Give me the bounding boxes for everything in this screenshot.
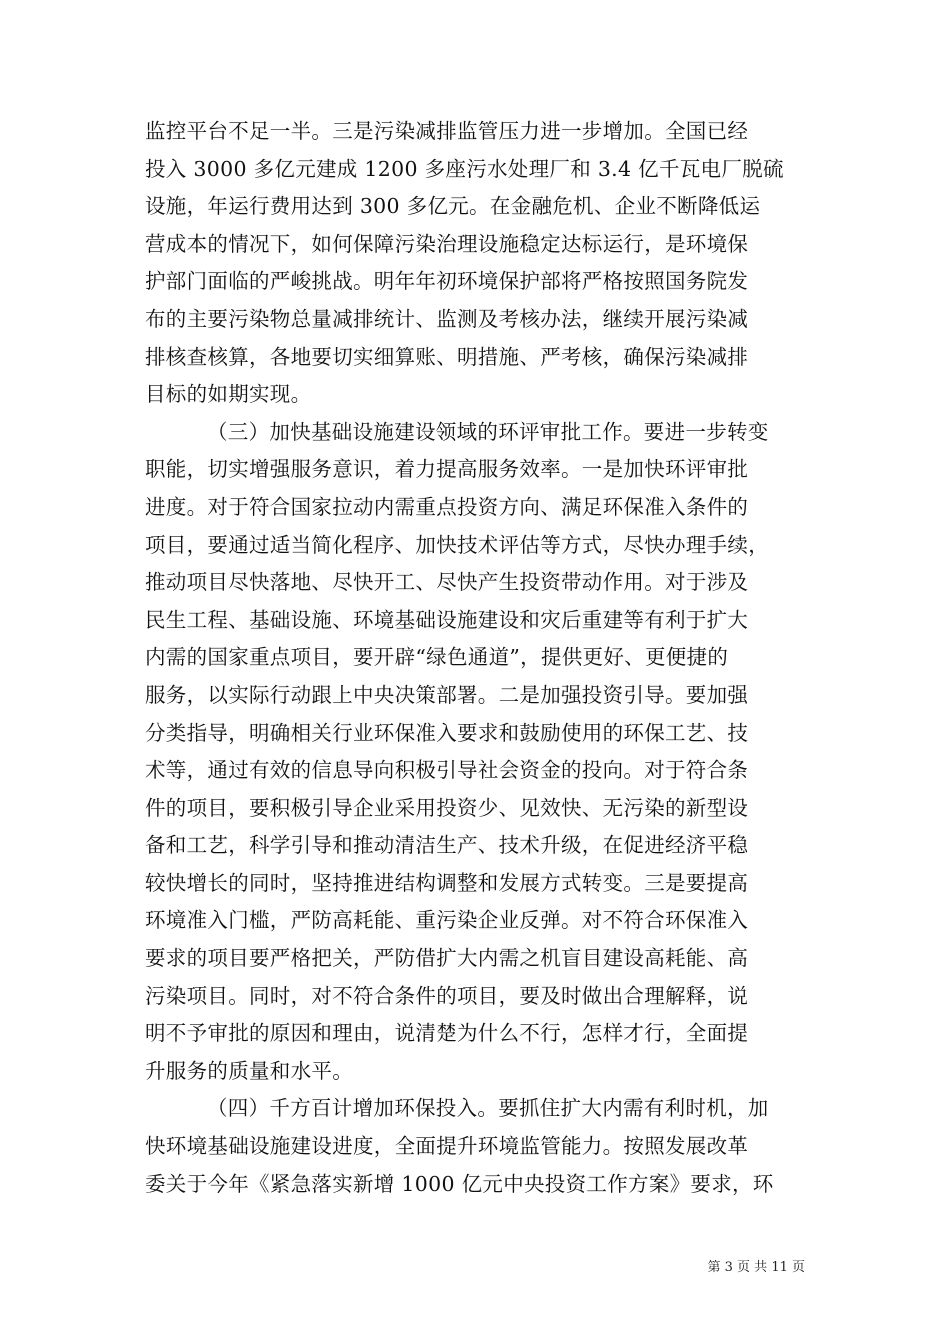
- document-body: [145, 113, 805, 1203]
- text-line: （三）加快基础设施建设领域的环评审批工作。要进一步转变: [207, 419, 769, 444]
- text-line: 污染项目。同时，对不符合条件的项目，要及时做出合理解释，说: [145, 983, 749, 1008]
- text-line: 服务，以实际行动跟上中央决策部署。二是加强投资引导。要加强: [145, 682, 749, 707]
- text-line: 要求的项目要严格把关，严防借扩大内需之机盲目建设高耗能、高: [145, 946, 749, 971]
- text-line: 明不予审批的原因和理由，说清楚为什么不行，怎样才行，全面提: [145, 1021, 749, 1046]
- text-line: 快环境基础设施建设进度，全面提升环境监管能力。按照发展改革: [145, 1134, 749, 1159]
- text-line: （四）千方百计增加环保投入。要抓住扩大内需有利时机，加: [207, 1096, 769, 1121]
- text-line: 排核查核算，各地要切实细算账、明措施、严考核，确保污染减排: [145, 344, 749, 369]
- text-line: 分类指导，明确相关行业环保准入要求和鼓励使用的环保工艺、技: [145, 720, 749, 745]
- text-line: 术等，通过有效的信息导向积极引导社会资金的投向。对于符合条: [145, 758, 749, 783]
- text-line: 投入 3000 多亿元建成 1200 多座污水处理厂和 3.4 亿千瓦电厂脱硫: [145, 156, 784, 181]
- text-line: 进度。对于符合国家拉动内需重点投资方向、满足环保准入条件的: [145, 494, 749, 519]
- text-line: 升服务的质量和水平。: [145, 1058, 353, 1083]
- text-line: 布的主要污染物总量减排统计、监测及考核办法，继续开展污染减: [145, 306, 749, 331]
- text-line: 项目，要通过适当简化程序、加快技术评估等方式，尽快办理手续，: [145, 532, 769, 557]
- text-line: 内需的国家重点项目，要开辟“绿色通道”，提供更好、更便捷的: [145, 645, 729, 670]
- text-line: 环境准入门槛，严防高耗能、重污染企业反弹。对不符合环保准入: [145, 908, 749, 933]
- text-line: 护部门面临的严峻挑战。明年年初环境保护部将严格按照国务院发: [145, 269, 749, 294]
- text-line: 件的项目，要积极引导企业采用投资少、见效快、无污染的新型设: [145, 795, 749, 820]
- text-line: 民生工程、基础设施、环境基础设施建设和灾后重建等有利于扩大: [145, 607, 749, 632]
- text-line: 备和工艺，科学引导和推动清洁生产、技术升级，在促进经济平稳: [145, 833, 749, 858]
- text-line: 较快增长的同时，坚持推进结构调整和发展方式转变。三是要提高: [145, 870, 749, 895]
- text-line: 目标的如期实现。: [145, 382, 312, 407]
- text-line: 设施，年运行费用达到 300 多亿元。在金融危机、企业不断降低运: [145, 194, 761, 219]
- text-line: 监控平台不足一半。三是污染减排监管压力进一步增加。全国已经: [145, 119, 749, 143]
- page-number-footer: 第 3 页 共 11 页: [707, 1260, 805, 1275]
- text-line: 推动项目尽快落地、尽快开工、尽快产生投资带动作用。对于涉及: [145, 570, 749, 595]
- text-line: 委关于今年《紧急落实新增 1000 亿元中央投资工作方案》要求，环: [145, 1171, 774, 1196]
- text-line: 职能，切实增强服务意识，着力提高服务效率。一是加快环评审批: [145, 457, 749, 482]
- text-line: 营成本的情况下，如何保障污染治理设施稳定达标运行，是环境保: [145, 231, 749, 256]
